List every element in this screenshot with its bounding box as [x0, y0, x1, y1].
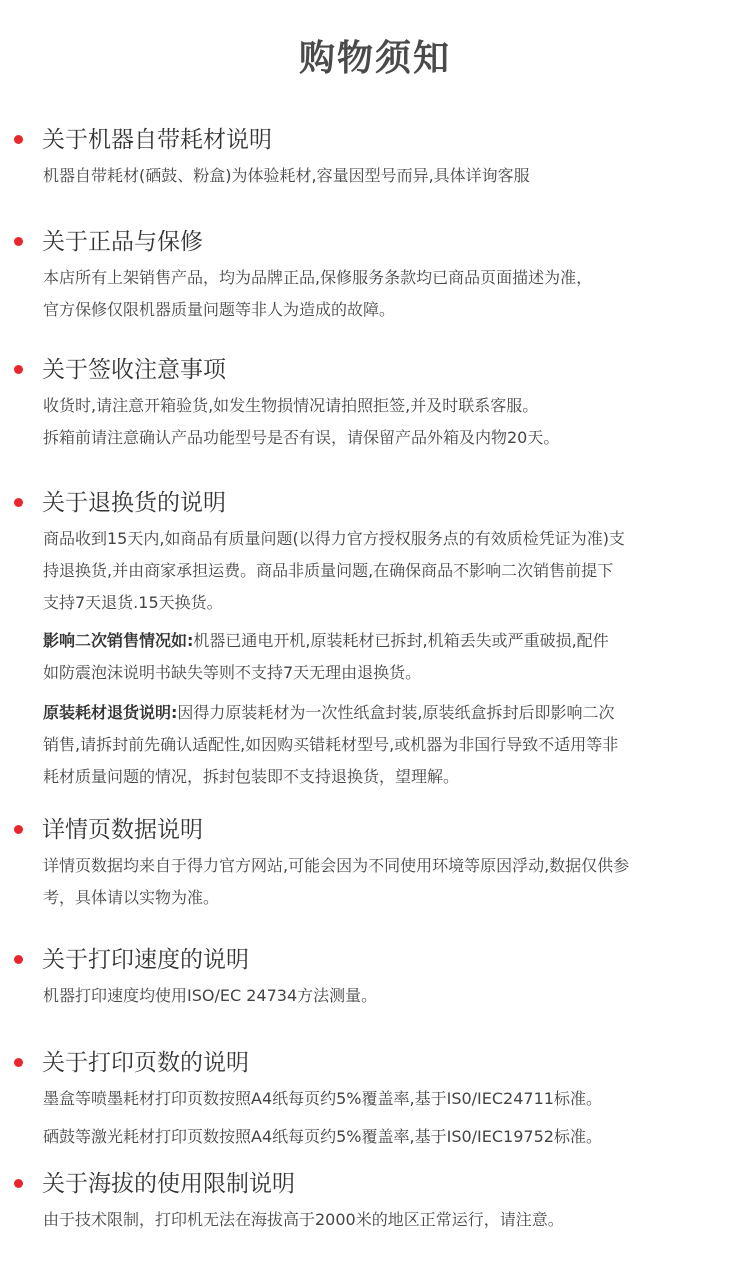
section-heading: 关于打印页数的说明	[42, 1050, 249, 1076]
section-consumables	[0, 120, 750, 192]
bullet-dot-icon	[14, 365, 23, 374]
section-heading: 关于签收注意事项	[42, 357, 226, 383]
section-heading: 关于退换货的说明	[42, 490, 226, 516]
section-receipt	[0, 350, 750, 454]
section-text: 持退换货,并由商家承担运费。商品非质量问题,在确保商品不影响二次销售前提下	[43, 561, 614, 580]
section-print-speed	[0, 940, 750, 1012]
bullet-dot-icon	[14, 237, 23, 246]
section-text: 机器自带耗材(硒鼓、粉盒)为体验耗材,容量因型号而异,具体详询客服	[43, 166, 530, 185]
section-text: 由于技术限制，打印机无法在海拔高于2000米的地区正常运行，请注意。	[43, 1210, 564, 1229]
note-text: 机器已通电开机,原装耗材已拆封,机箱丢失或严重破损,配件	[193, 631, 609, 650]
section-authentic-warranty	[0, 222, 750, 326]
note-text: 因得力原装耗材为一次性纸盒封装,原装纸盒拆封后即影响二次	[177, 703, 615, 722]
note-label: 原装耗材退货说明:	[43, 703, 178, 722]
section-altitude	[0, 1164, 750, 1236]
section-text: 官方保修仅限机器质量问题等非人为造成的故障。	[43, 300, 396, 319]
bullet-dot-icon	[14, 1058, 23, 1067]
note-text: 耗材质量问题的情况，拆封包装即不支持退换货，望理解。	[43, 767, 460, 786]
section-detail-data	[0, 810, 750, 914]
bullet-dot-icon	[14, 825, 23, 834]
bullet-dot-icon	[14, 1179, 23, 1188]
section-heading: 关于打印速度的说明	[42, 947, 249, 973]
section-text: 详情页数据均来自于得力官方网站,可能会因为不同使用环境等原因浮动,数据仅供参	[43, 856, 630, 875]
section-text: 考，具体请以实物为准。	[43, 888, 220, 907]
note-label: 影响二次销售情况如:	[43, 631, 194, 650]
section-text: 墨盒等喷墨耗材打印页数按照A4纸每页约5%覆盖率,基于IS0/IEC24711标准。	[43, 1089, 602, 1108]
section-text: 硒鼓等激光耗材打印页数按照A4纸每页约5%覆盖率,基于IS0/IEC19752标准。	[43, 1127, 602, 1146]
section-heading: 详情页数据说明	[42, 817, 203, 843]
section-text: 支持7天退货.15天换货。	[43, 593, 223, 612]
section-heading: 关于机器自带耗材说明	[42, 127, 272, 153]
section-page-yield	[0, 1043, 750, 1153]
section-text: 收货时,请注意开箱验货,如发生物损情况请拍照拒签,并及时联系客服。	[43, 396, 539, 415]
section-heading: 关于正品与保修	[42, 229, 203, 255]
bullet-dot-icon	[14, 498, 23, 507]
page-title: 购物须知	[298, 38, 451, 79]
note-text: 如防震泡沫说明书缺失等则不支持7天无理由退换货。	[43, 663, 422, 682]
section-text: 本店所有上架销售产品，均为品牌正品,保修服务条款均已商品页面描述为准，	[43, 268, 593, 287]
section-heading: 关于海拔的使用限制说明	[42, 1171, 295, 1197]
bullet-dot-icon	[14, 135, 23, 144]
bullet-dot-icon	[14, 955, 23, 964]
returns-note	[43, 697, 720, 793]
section-text: 拆箱前请注意确认产品功能型号是否有误，请保留产品外箱及内物20天。	[43, 428, 560, 447]
note-text: 销售,请拆封前先确认适配性,如因购买错耗材型号,或机器为非国行导致不适用等非	[43, 735, 619, 754]
section-returns	[0, 483, 750, 793]
section-text: 商品收到15天内,如商品有质量问题(以得力官方授权服务点的有效质检凭证为准)支	[43, 529, 625, 548]
section-text: 机器打印速度均使用ISO/EC 24734方法测量。	[43, 986, 378, 1005]
returns-note	[43, 625, 720, 689]
